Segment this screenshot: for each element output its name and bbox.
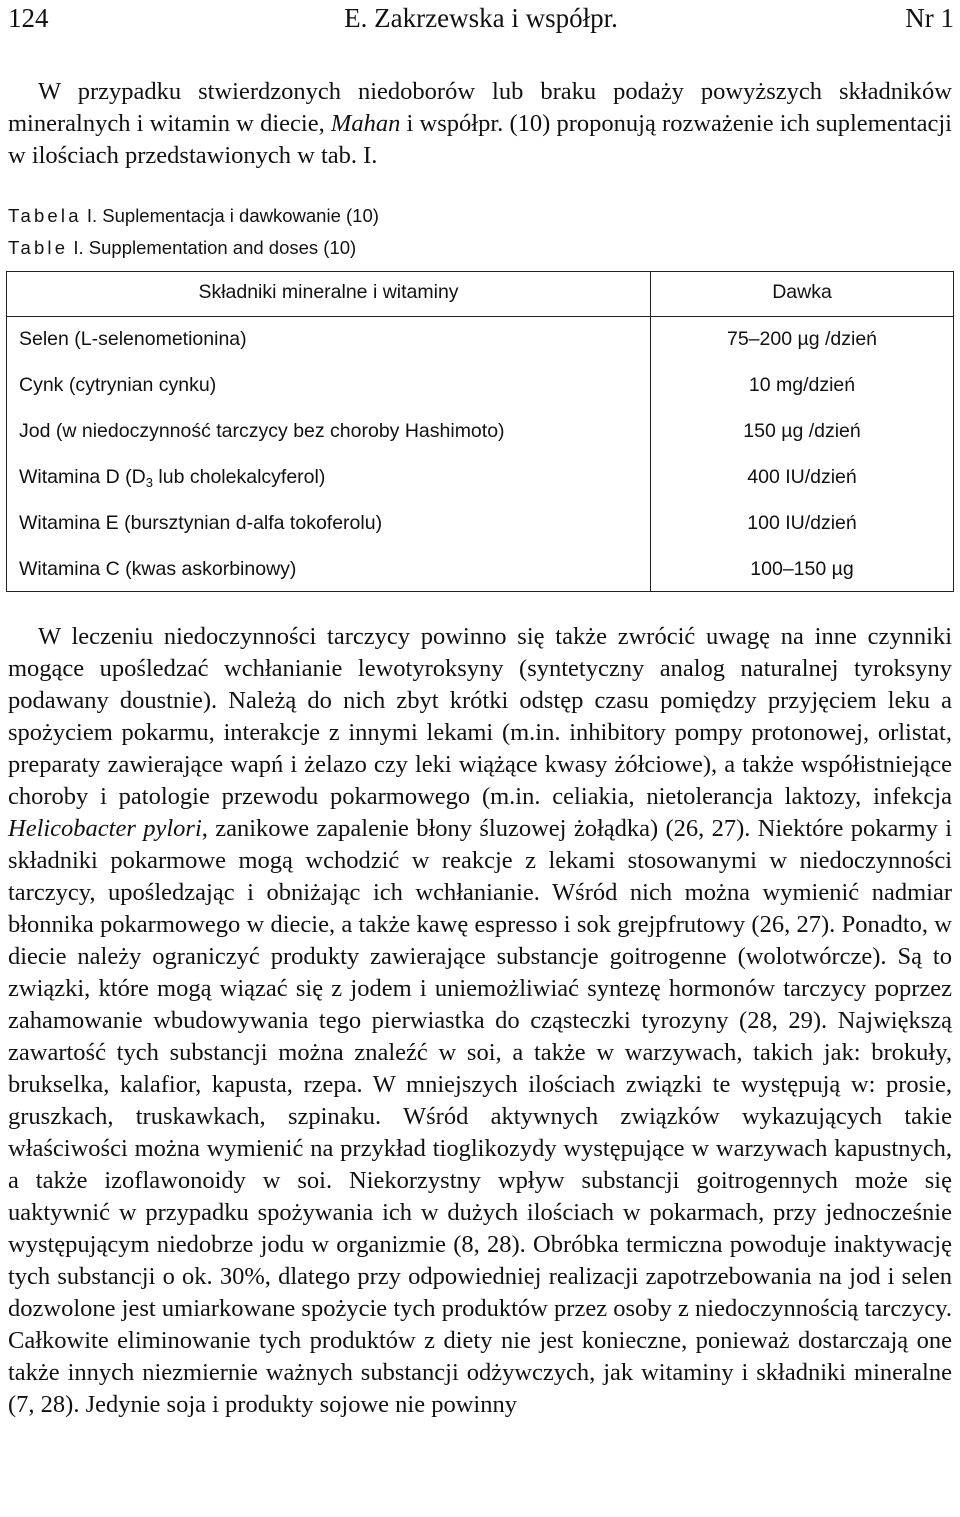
column-header-dose: Dawka — [772, 281, 832, 303]
page-number: 124 — [8, 3, 49, 33]
intro-text-end: i współpr. (10) proponują rozważenie ich suplementacji w ilościach przedstawionych w tab. I. — [8, 110, 952, 169]
table-row-dose: 10 mg/dzień — [748, 374, 856, 396]
table-row-name: Witamina E (bursztynian d-alfa tokoferolu) — [19, 512, 383, 534]
body-text-end: , zanikowe zapalenie błony śluzowej żołądka) (26, 27). Niektóre pokarmy i składniki pokarmowe mogą wchodzić w reakcje z lekami stosowanymi w niedoczynności tarczycy, upośledzając i obniżając ich wchłanianie. Wśród nich można wymienić nadmiar błonnika pokarmowego w diecie, a także kawę espresso i sok grejpfrutowy (26, 27). Ponadto, w diecie należy ograniczyć produkty zawierające substancje goitrogenne (wolotwórcze). Są to związki, które mogą wiązać się z jodem i uniemożliwiać syntezę hormonów tarczycy poprzez zahamowanie wbudowywania tego pierwiastka do cząsteczki tyrozyny (28, 29). Największą zawartość tych substancji można znaleźć w soi, a także w warzywach, takich jak: brokuły, brukselka, kalafior, kapusta, rzepa. W mniejszych ilościach związki te występują w: prosie, gruszkach, truskawkach, szpinaku. Wśród aktywnych związków wykazujących takie właściwości można wymienić na przykład tioglikozydy występujące w warzywach kapustnych, a także izoflawonoidy w soi. Niekorzystny wpływ substancji goitrogennych może się uaktywnić w przypadku spożywania ich w dużych ilościach w pokarmach, przy jednocześnie występującym niedobrze jodu w organizmie (8, 28). Obróbka termiczna powoduje inaktywację tych substancji o ok. 30%, dlatego przy odpowiedniej realizacji zapotrzebowania na jod i selen dozwolone jest umiarkowane spożycie tych produktów przez osoby z niedoczynnością tarczycy. Całkowite eliminowanie tych produktów z diety nie jest konieczne, ponieważ dostarczają one także innych niezmiernie ważnych substancji odżywczych, jak witaminy i składniki mineralne (7, 28). Jedynie soja i produkty sojowe nie powinny — [8, 815, 952, 1418]
caption-polish — [8, 200, 379, 232]
caption-pl-label: Tabela — [8, 205, 82, 226]
vitamin-d-name: Witamina D (D — [19, 466, 146, 488]
table-row-dose: 150 µg /dzień — [743, 420, 861, 442]
vitamin-d-name-end: lub cholekalcyferol) — [153, 466, 326, 488]
issue-number: Nr 1 — [905, 3, 954, 33]
table-row-dose: 75–200 µg /dzień — [726, 328, 878, 350]
table-row-name: Jod (w niedoczynność tarczycy bez choroby Hashimoto) — [19, 420, 505, 442]
caption-english — [8, 232, 379, 264]
table-row-name — [19, 466, 325, 489]
table-row-dose: 100 IU/dzień — [747, 512, 857, 534]
vitamin-d-subscript: 3 — [145, 475, 153, 490]
body-paragraph — [8, 621, 952, 1421]
table-caption — [8, 200, 379, 264]
running-authors: E. Zakrzewska i współpr. — [344, 3, 618, 33]
caption-en-label: Table — [8, 237, 69, 258]
table-row-dose: 100–150 µg — [750, 558, 854, 580]
table-row-name: Witamina C (kwas askorbinowy) — [19, 558, 297, 580]
intro-text-start: W przypadku stwierdzonych niedoborów lub braku podaży powyższych składników mineralnych i witamin w diecie, — [8, 78, 952, 137]
column-header-ingredient: Składniki mineralne i witaminy — [198, 281, 459, 303]
intro-paragraph — [8, 76, 952, 172]
intro-author-italic: Mahan — [330, 110, 401, 137]
body-text-start: W leczeniu niedoczynności tarczycy powinno się także zwrócić uwagę na inne czynniki mogące upośledzać wchłanianie lewotyroksyny (syntetyczny analog naturalnej tyroksyny podawany doustnie). Należą do nich zbyt krótki odstęp czasu pomiędzy przyjęciem leku a spożyciem pokarmu, interakcje z innymi lekami (m.in. inhibitory pompy protonowej, orlistat, preparaty zawierające wapń i żelazo czy leki wiążące kwasy żółciowe), a także współistniejące choroby i patologie przewodu pokarmowego (m.in. celiakia, nietolerancja laktozy, infekcja — [8, 623, 952, 810]
supplementation-table — [6, 271, 954, 592]
body-species-italic: Helicobacter pylori — [8, 815, 202, 842]
table-row-name: Selen (L-selenometionina) — [19, 328, 247, 350]
caption-en-text: I. Supplementation and doses (10) — [73, 237, 357, 258]
caption-pl-text: I. Suplementacja i dawkowanie (10) — [86, 205, 379, 226]
running-header — [8, 0, 954, 36]
table-row-dose: 400 IU/dzień — [747, 466, 857, 488]
table-row-name: Cynk (cytrynian cynku) — [19, 374, 217, 396]
header-divider — [7, 316, 953, 317]
